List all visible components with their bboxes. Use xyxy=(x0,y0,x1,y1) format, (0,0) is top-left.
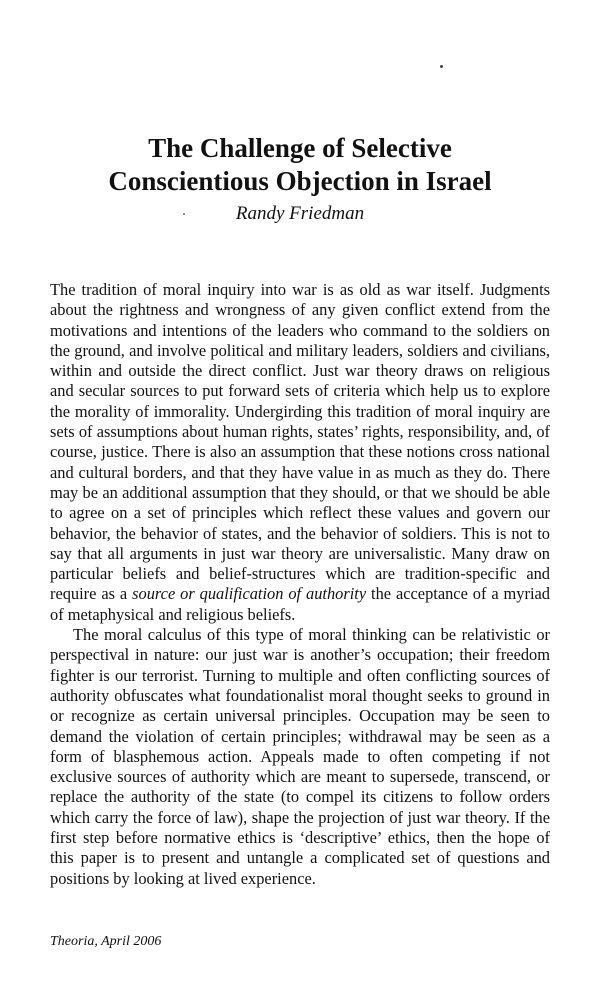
title-line-2: Conscientious Objection in Israel xyxy=(108,166,492,196)
title-line-1: The Challenge of Selective xyxy=(148,133,452,163)
article-body xyxy=(50,280,550,889)
article-title xyxy=(0,132,600,198)
scan-speck xyxy=(440,65,443,68)
paragraph-1 xyxy=(50,280,550,625)
paragraph-1-text: The tradition of moral inquiry into war is as old as war itself. Judgments about the rightness and wrongness of any given conflict extend from the motivations and intentions of the leaders who command to the soldiers on the ground, and involve political and military leaders, soldiers and civilians, within and outside the direct conflict. Just war theory draws on religious and secular sources to put forward sets of criteria which help us to explore the morality of immorality. Undergirding this tradition of moral inquiry are sets of assumptions about human rights, states’ rights, responsibility, and, of course, justice. There is also an assumption that these notions cross national and cultural borders, and that they have value in as much as they do. There may be an additional assumption that they should, or that we should be able to agree on a set of principles which reflect these values and govern our behavior, the behavior of states, and the behavior of soldiers. This is not to say that all arguments in just war theory are universalistic. Many draw on particular beliefs and belief-structures which are tradition-specific and require as a xyxy=(50,280,550,604)
paragraph-1-text-end: the acceptance of a myriad of metaphysical and religious beliefs. xyxy=(50,584,550,624)
author-name: Randy Friedman xyxy=(235,203,365,224)
journal-footer: Theoria, April 2006 xyxy=(50,934,162,949)
paragraph-1-emphasis: source or qualification of authority xyxy=(132,584,367,604)
paragraph-2: The moral calculus of this type of moral thinking can be relativistic or perspectival in nature: our just war is another’s occupation; their freedom fighter is our terrorist. Turning to multiple and often conflicting sources of authority obfuscates what foundationalist moral thought seeks to ground in or recognize as certain universal principles. Occupation may be seen to demand the violation of certain principles; withdrawal may be seen as a form of blasphemous action. Appeals made to often competing if not exclusive sources of authority which are meant to supersede, transcend, or replace the authority of the state (to compel its citizens to follow orders which carry the force of law), shape the projection of just war theory. If the first step before normative ethics is ‘descriptive’ ethics, then the hope of this paper is to present and untangle a complicated set of questions and positions by looking at lived experience. xyxy=(50,625,550,888)
